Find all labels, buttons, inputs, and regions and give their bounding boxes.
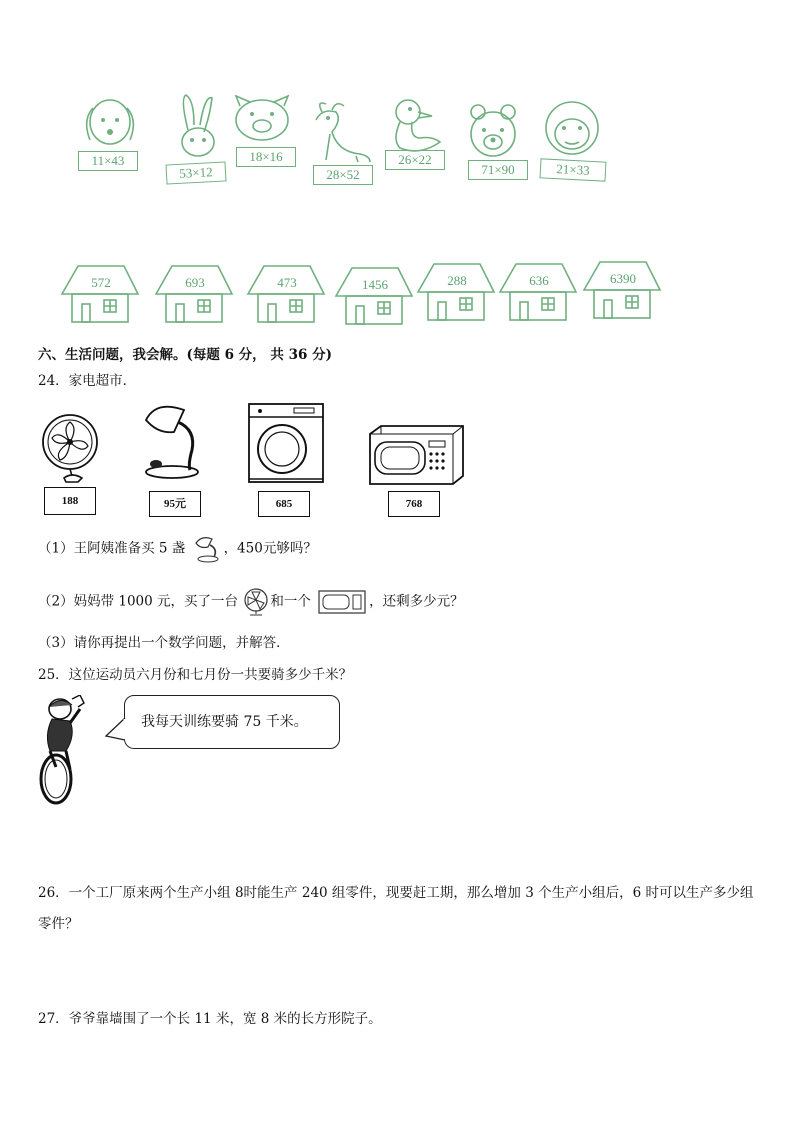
microwave-icon xyxy=(367,424,467,486)
q24-sub2-text-a: （2）妈妈带 1000 元，买了一台 xyxy=(38,593,239,610)
goat-icon xyxy=(316,103,370,162)
house-number: 636 xyxy=(529,273,549,288)
section-title: 六、生活问题，我会解。(每题 6 分， 共 36 分) xyxy=(38,347,332,363)
house-number: 6390 xyxy=(610,271,636,286)
house-3 xyxy=(336,268,412,324)
microwave-small-icon xyxy=(317,589,367,615)
q24-sub2-text-b: 和一个 xyxy=(270,593,311,610)
lamp-small-icon xyxy=(192,535,222,563)
house-2 xyxy=(248,266,324,322)
house-number: 693 xyxy=(185,275,205,290)
q27-text: 27．爷爷靠墙围了一个长 11 米，宽 8 米的长方形院子。 xyxy=(38,1011,382,1027)
q24-sub1-text-b: ，450元够吗？ xyxy=(223,540,317,557)
q24-sub1-text-a: （1）王阿姨准备买 5 盏 xyxy=(38,540,186,557)
rabbit-icon xyxy=(182,95,214,156)
q26-line1: 26．一个工厂原来两个生产小组 8时能生产 240 组零件，现要赶工期，那么增加 3 个生产小组后，6 时可以生产多少组 xyxy=(38,885,754,901)
animal-board-dog: 11×43 xyxy=(78,151,138,171)
speech-bubble-tail xyxy=(104,716,128,744)
q24-sub2 xyxy=(38,587,464,617)
lamp-icon xyxy=(136,400,216,480)
pig-icon xyxy=(236,96,288,140)
q26-line2: 零件？ xyxy=(38,916,79,932)
animal-board-monkey: 21×33 xyxy=(540,158,607,181)
speech-bubble xyxy=(124,695,340,749)
q24-sub1 xyxy=(38,535,317,563)
lamp-price: 95元 xyxy=(149,491,201,517)
cyclist-icon xyxy=(36,695,96,807)
animal-board-bear: 71×90 xyxy=(468,160,528,180)
dog-icon xyxy=(87,100,134,144)
houses-row xyxy=(50,260,670,330)
house-1 xyxy=(156,266,232,322)
animal-board-duck: 26×22 xyxy=(385,150,445,170)
house-number: 288 xyxy=(447,273,467,288)
bear-icon xyxy=(471,105,515,156)
washer-price: 685 xyxy=(258,491,310,517)
fan-icon xyxy=(38,408,108,488)
house-number: 473 xyxy=(277,275,297,290)
fan-price: 188 xyxy=(44,487,96,515)
q24-sub2-text-c: ，还剩多少元？ xyxy=(369,593,464,610)
house-number: 1456 xyxy=(362,277,388,292)
house-number: 572 xyxy=(91,275,111,290)
house-5 xyxy=(500,264,576,320)
animal-board-rabbit: 53×12 xyxy=(166,161,227,184)
animal-board-goat: 28×52 xyxy=(313,165,373,185)
microwave-price: 768 xyxy=(388,491,440,517)
speech-text: 我每天训练要骑 75 千米。 xyxy=(141,714,308,730)
house-6 xyxy=(584,262,660,318)
animal-board-pig: 18×16 xyxy=(236,147,296,167)
house-4 xyxy=(418,264,494,320)
monkey-icon xyxy=(546,102,598,154)
q25-title: 25．这位运动员六月份和七月份一共要骑多少千米？ xyxy=(38,667,353,683)
q24-sub3: （3）请你再提出一个数学问题，并解答． xyxy=(38,635,290,651)
house-0 xyxy=(62,266,138,322)
fan-small-icon xyxy=(242,587,270,617)
duck-icon xyxy=(396,100,440,151)
q24-title: 24．家电超市． xyxy=(38,373,137,389)
washer-icon xyxy=(246,401,326,485)
